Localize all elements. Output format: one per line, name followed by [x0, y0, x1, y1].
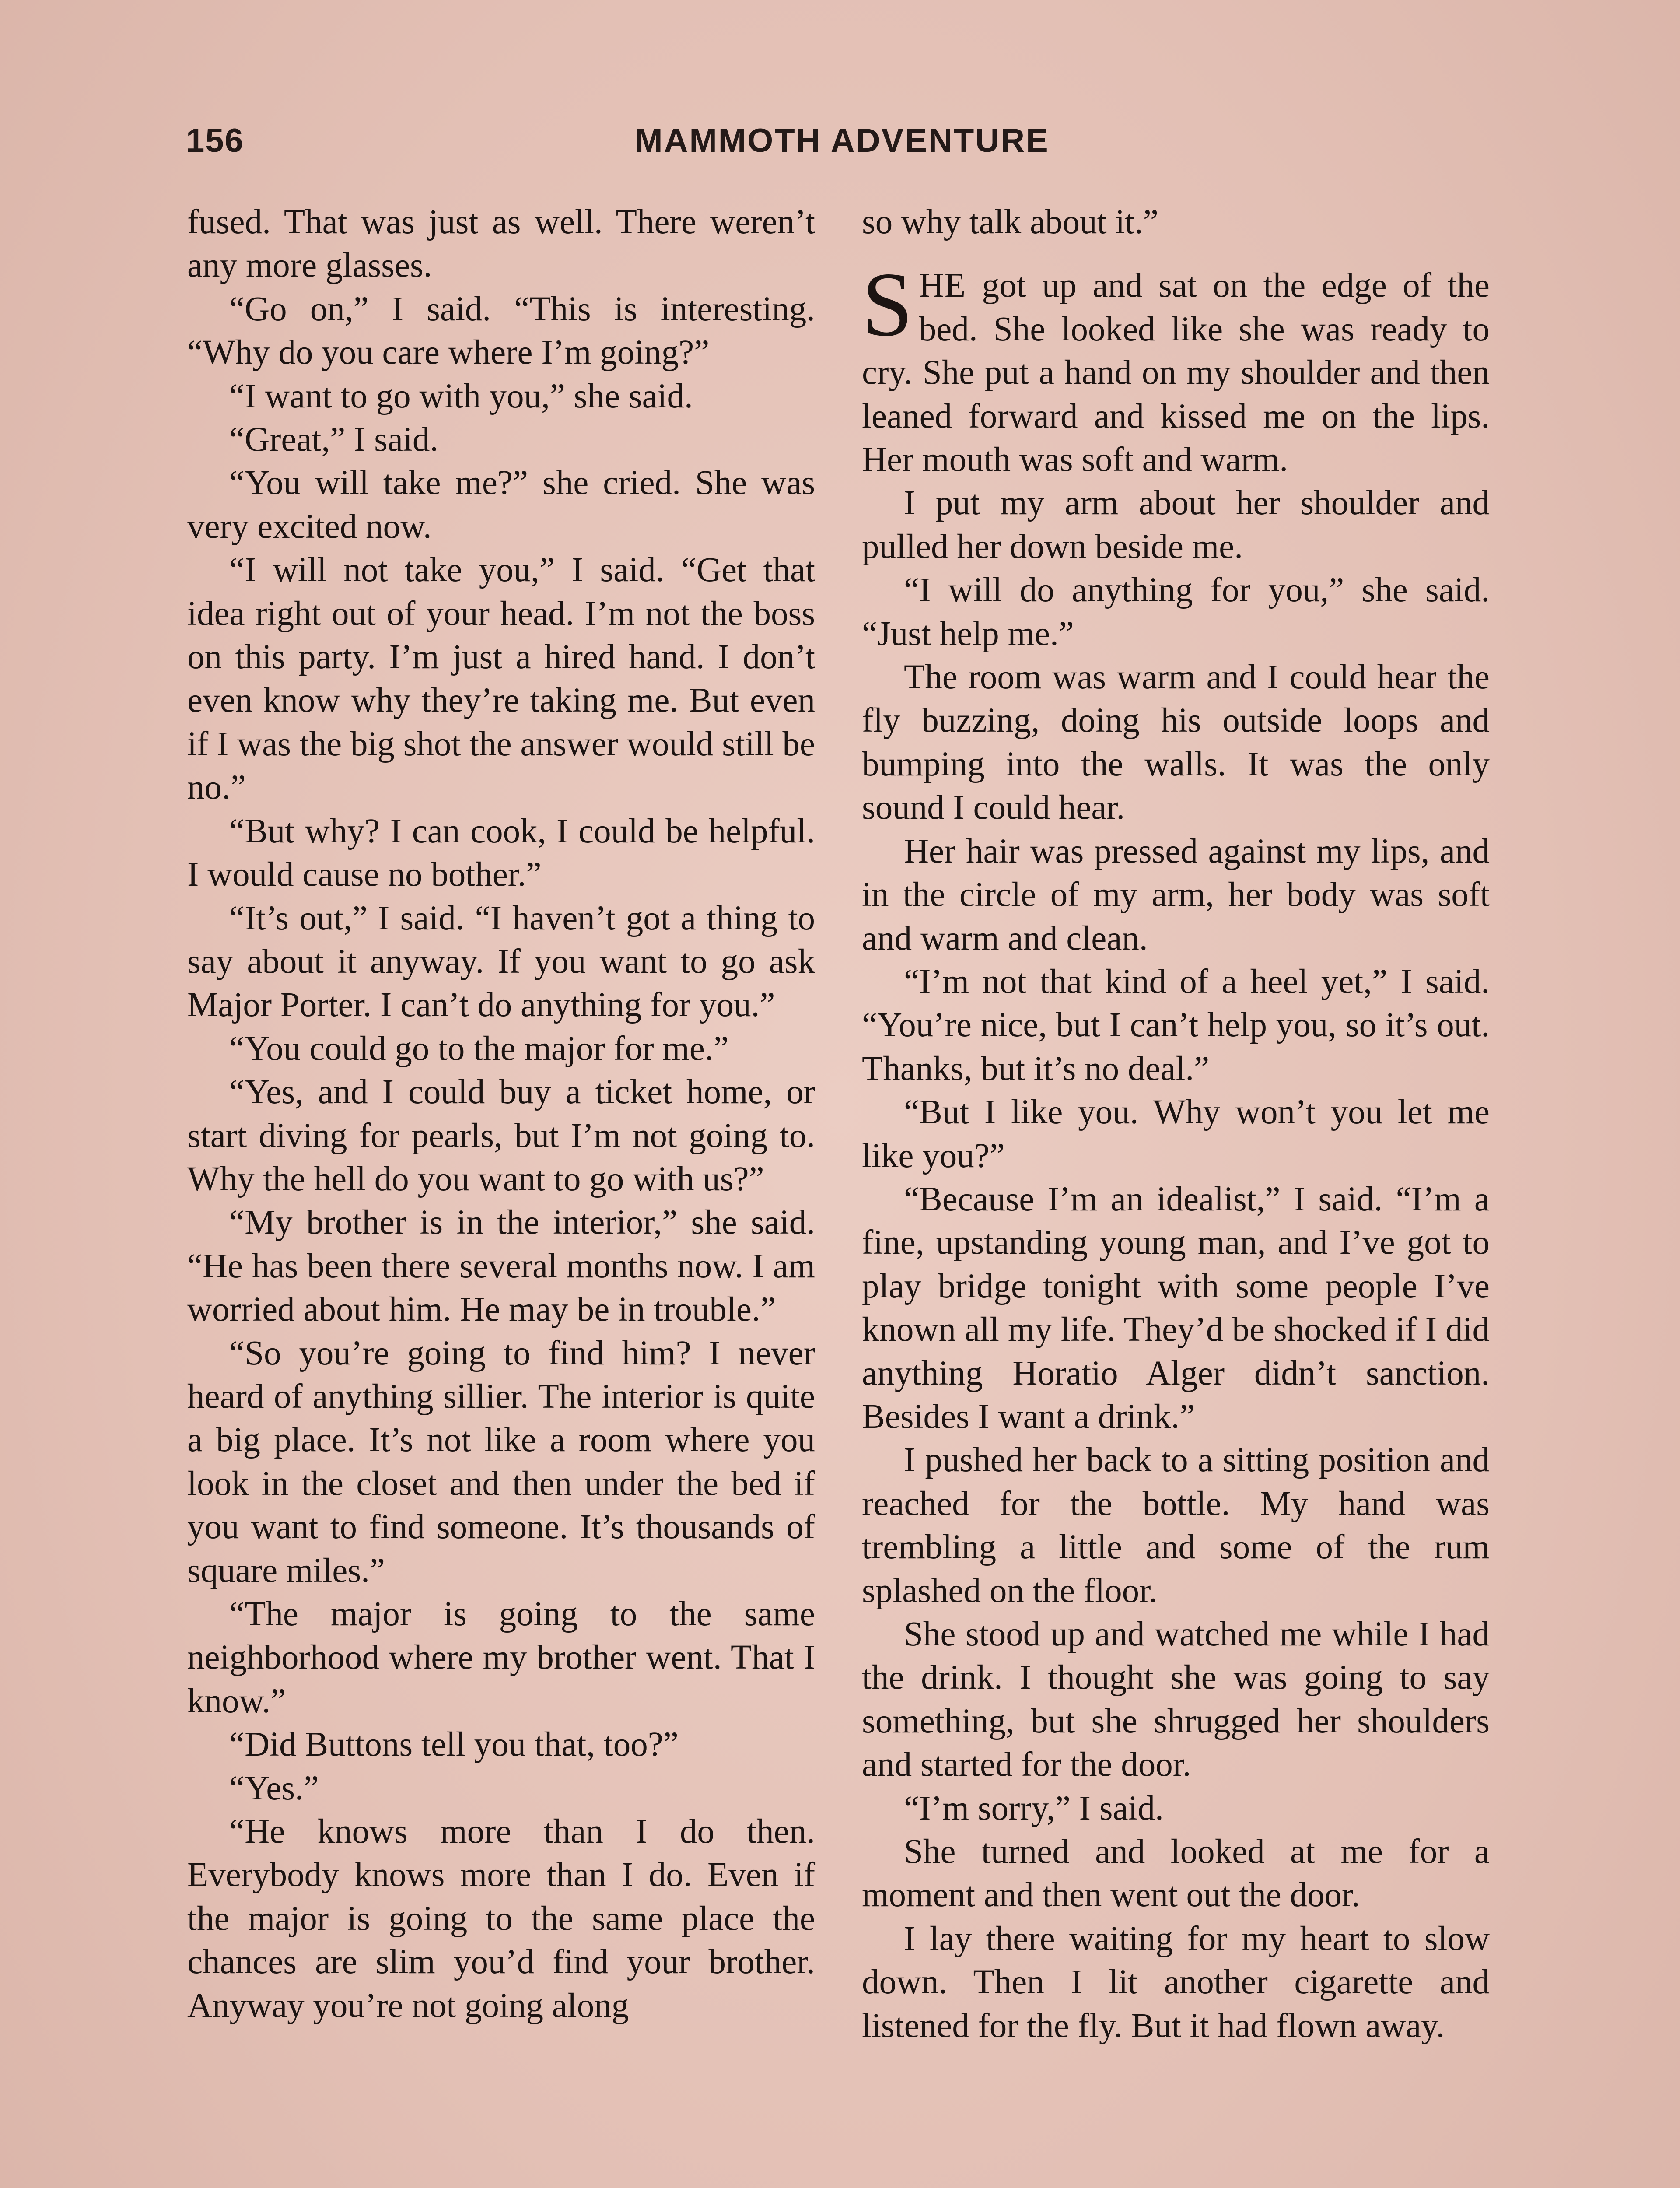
- right-column: [862, 200, 1490, 2048]
- paragraph: “You could go to the major for me.”: [229, 1029, 729, 1068]
- paragraph: “The major is going to the same neighborhood where my brother went. That I know.”: [187, 1595, 815, 1720]
- paragraph: “Go on,” I said. “This is interesting. “Why do you care where I’m going?”: [187, 290, 815, 372]
- paragraph: “But I like you. Why won’t you let me like you?”: [862, 1093, 1490, 1175]
- paragraph: The room was warm and I could hear the fly buzzing, doing his outside loops and bumping into the walls. It was the only sound I could hear.: [862, 658, 1490, 827]
- paragraph: “I’m sorry,” I said.: [904, 1789, 1164, 1827]
- paragraph: “It’s out,” I said. “I haven’t got a thing to say about it anyway. If you want to go ask Major Porter. I can’t do anything for you.”: [187, 899, 815, 1024]
- dropcap-paragraph: [862, 254, 1490, 481]
- running-head: MAMMOTH ADVENTURE: [635, 122, 1050, 159]
- paragraph: I pushed her back to a sitting position and reached for the bottle. My hand was trembling a little and some of the rum splashed on the floor.: [862, 1441, 1490, 1610]
- page-header: [186, 122, 1498, 170]
- drop-cap-continuation: HE: [919, 266, 966, 305]
- paragraph: “Because I’m an idealist,” I said. “I’m a fine, upstanding young man, and I’ve got to play bridge tonight with some people I’ve known all my life. They’d be shocked if I did anything Horatio Alger didn’t sanction. Besides I want a drink.”: [862, 1180, 1490, 1436]
- paragraph: I lay there waiting for my heart to slow down. Then I lit another cigarette and listened for the fly. But it had flown away.: [862, 1919, 1490, 2045]
- paragraph: She stood up and watched me while I had the drink. I thought she was going to say something, but she shrugged her shoulders and started for the door.: [862, 1615, 1490, 1784]
- paragraph: fused. That was just as well. There weren’t any more glasses.: [187, 203, 815, 285]
- paragraph: “I will do anything for you,” she said. “Just help me.”: [862, 571, 1490, 653]
- paragraph: She turned and looked at me for a moment and then went out the door.: [862, 1833, 1490, 1914]
- paragraph: “I want to go with you,” she said.: [229, 377, 693, 415]
- page-number: 156: [186, 122, 244, 159]
- paragraph: so why talk about it.”: [862, 203, 1158, 241]
- left-column: [187, 200, 815, 2027]
- paragraph: “He knows more than I do then. Everybody knows more than I do. Even if the major is going to the same place the chances are slim you’d find your brother. Anyway you’re not going along: [187, 1813, 815, 2025]
- paragraph: “Did Buttons tell you that, too?”: [229, 1725, 679, 1764]
- paragraph: I put my arm about her shoulder and pulled her down beside me.: [862, 484, 1490, 566]
- paragraph: “I will not take you,” I said. “Get that idea right out of your head. I’m not the boss on this party. I’m just a hired hand. I don’t even know why they’re taking me. But even if I was the big shot the answer would still be no.”: [187, 551, 815, 807]
- paragraph: Her hair was pressed against my lips, and in the circle of my arm, her body was soft and warm and clean.: [862, 832, 1490, 957]
- paragraph: “But why? I can cook, I could be helpful. I would cause no bother.”: [187, 812, 815, 894]
- drop-cap: S: [862, 254, 913, 356]
- paragraph: “So you’re going to find him? I never heard of anything sillier. The interior is quite a big place. It’s not like a room where you look in the closet and then under the bed if you want to find someone. It’s thousands of square miles.”: [187, 1334, 815, 1590]
- paragraph: “You will take me?” she cried. She was very excited now.: [187, 464, 815, 546]
- paragraph: “Yes.”: [229, 1769, 319, 1807]
- paragraph: “Yes, and I could buy a ticket home, or start diving for pearls, but I’m not going to. Why the hell do you want to go with us?”: [187, 1073, 815, 1198]
- paragraph-text: got up and sat on the edge of the bed. She looked like she was ready to cry. She put a hand on my shoulder and then leaned forward and kissed me on the lips. Her mouth was soft and warm.: [862, 266, 1490, 479]
- paragraph: “Great,” I said.: [229, 421, 439, 459]
- paragraph: “My brother is in the interior,” she said. “He has been there several months now. I am worried about him. He may be in trouble.”: [187, 1203, 815, 1329]
- paragraph: “I’m not that kind of a heel yet,” I said. “You’re nice, but I can’t help you, so it’s out. Thanks, but it’s no deal.”: [862, 962, 1490, 1088]
